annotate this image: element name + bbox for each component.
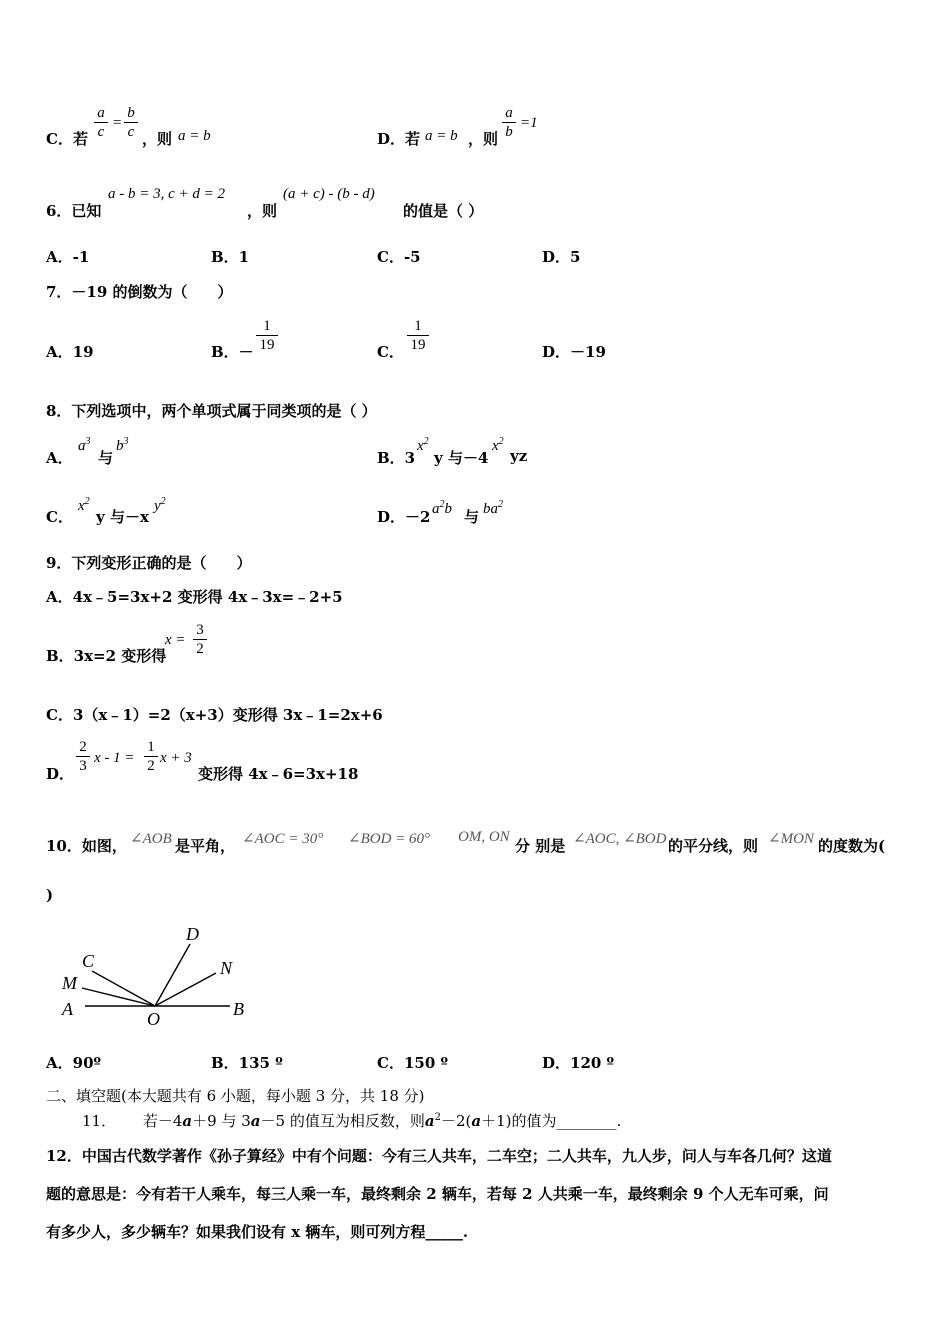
q11-text-4: －2( <box>440 1112 472 1130</box>
q12-line-3 <box>46 1221 468 1242</box>
q6-option-b[interactable]: B．1 <box>211 248 250 266</box>
q8-d-e2: 2 <box>498 499 503 510</box>
q9-d-d2: 2 <box>147 758 155 774</box>
q8-d-label: D．－2 <box>377 508 431 526</box>
q5-d-den: b <box>505 124 513 140</box>
q8-c-e1: 2 <box>84 496 90 507</box>
q7-option-d[interactable]: D．－19 <box>542 343 606 361</box>
q8-c-term1 <box>78 496 90 515</box>
q8-d-t2: ba <box>483 501 498 517</box>
q9-option-a[interactable]: A．4x﹣5=3x+2 变形得 4x﹣3x=﹣2+5 <box>46 588 343 606</box>
q8-b-t1: x <box>417 438 424 454</box>
q9-b-lhs: x = <box>165 632 186 648</box>
q8-d-t1: a <box>432 501 440 517</box>
q11-text-1: 若－4 <box>142 1112 183 1130</box>
q8-c-mid: y 与－x <box>96 508 149 526</box>
q7-b-den: 19 <box>259 337 275 353</box>
q8-c-t2: y <box>154 498 161 514</box>
q11-text-3: －5 的值互为相反数，则 <box>260 1112 425 1130</box>
q5-d-cond: a = b <box>425 128 458 144</box>
q9-d-tail-math: x + 3 <box>160 750 192 766</box>
q10-stem-1: 10．如图， <box>46 837 127 855</box>
q11-text-2: ＋9 与 3 <box>192 1112 251 1130</box>
q9-d-d1: 3 <box>79 758 87 774</box>
q10-angle-bod: ∠BOD = 60° <box>348 831 431 847</box>
q9-d-mid: x - 1 = <box>94 750 135 766</box>
q10-angle-aoc: ∠AOC = 30° <box>242 831 324 847</box>
q8-a-t1: a <box>78 438 86 454</box>
label-d: D <box>186 924 199 944</box>
q9-b-den: 2 <box>196 641 204 657</box>
q8-b-term1 <box>417 436 429 455</box>
q8-a-e2: 3 <box>123 436 129 447</box>
q12-answer-blank[interactable]: _____ <box>425 1223 463 1241</box>
q8-b-tail: yz <box>510 447 528 465</box>
q11-end: . <box>616 1112 622 1130</box>
q5-c-conclusion: a = b <box>178 128 211 144</box>
q5-d-num: a <box>505 105 513 121</box>
q8-b-e1: 2 <box>423 436 429 447</box>
q10-stem-5: 的度数为( <box>818 837 886 855</box>
q10-stem-4: 的平分线，则 <box>668 837 759 855</box>
q10-option-c[interactable]: C．150 º <box>377 1054 448 1072</box>
q6-option-d[interactable]: D．5 <box>542 248 581 266</box>
q5-c-then: ，则 <box>142 130 173 148</box>
q9-b-frac <box>193 621 207 658</box>
q5-c-eq: = <box>112 115 123 131</box>
q7-c-frac <box>407 317 429 354</box>
q8-a-e1: 3 <box>85 436 91 447</box>
q10-option-d[interactable]: D．120 º <box>542 1054 615 1072</box>
q6-stem-post: 的值是（ ） <box>403 202 484 220</box>
q10-angle-figure <box>50 918 260 1030</box>
q10-stem-3: 分 别是 <box>515 837 566 855</box>
q5-c-num2: b <box>127 105 135 121</box>
q8-b-t2: x <box>492 438 499 454</box>
q5-c-den2: c <box>127 124 135 140</box>
q8-c-label: C． <box>46 508 73 526</box>
q5-c-label: C．若 <box>46 130 88 148</box>
q8-d-term1 <box>432 499 452 518</box>
q8-a-t2: b <box>116 438 124 454</box>
q5-d-rhs: =1 <box>520 115 538 131</box>
label-o: O <box>147 1009 160 1029</box>
q7-c-label: C． <box>377 343 404 361</box>
q9-d-frac2 <box>144 738 158 775</box>
q6-stem-mid: ，则 <box>247 202 278 220</box>
q10-option-a[interactable]: A．90º <box>46 1054 102 1072</box>
label-n: N <box>220 958 233 978</box>
q10-option-b[interactable]: B．135 º <box>211 1054 283 1072</box>
q11-answer-blank[interactable]: ________ <box>556 1112 617 1130</box>
q9-d-frac1 <box>76 738 90 775</box>
q7-b-num: 1 <box>263 318 271 334</box>
q7-stem: 7．－19 的倒数为（ ） <box>46 283 233 301</box>
q9-option-c[interactable]: C．3（x﹣1）=2（x+3）变形得 3x﹣1=2x+6 <box>46 706 383 724</box>
label-a: A <box>62 999 73 1019</box>
q11-var-a1: a <box>182 1112 193 1130</box>
q5-c-frac1 <box>94 104 108 141</box>
q8-a-mid: 与 <box>98 449 114 467</box>
q11-var-a3: a <box>424 1112 435 1130</box>
q7-c-num: 1 <box>414 318 422 334</box>
q10-close-paren: ) <box>46 886 54 904</box>
q5-c-den1: c <box>97 124 105 140</box>
q10-angles-pair: ∠AOC, ∠BOD <box>573 831 667 847</box>
q11-square: 2 <box>434 1112 441 1123</box>
q6-condition: a - b = 3, c + d = 2 <box>108 186 226 202</box>
q8-a-term2 <box>116 436 129 455</box>
q7-c-den: 19 <box>410 337 426 353</box>
q5-c-num1: a <box>97 105 105 121</box>
ray-oc <box>92 971 155 1006</box>
q8-d-mid: 与 <box>464 508 480 526</box>
q11-num: 11． <box>82 1112 117 1130</box>
q9-d-tail: 变形得 4x﹣6=3x+18 <box>198 765 359 783</box>
q8-d-term2 <box>483 499 503 518</box>
q8-c-t1: x <box>78 498 85 514</box>
q7-option-a[interactable]: A．19 <box>46 343 94 361</box>
q6-expression: (a + c) - (b - d) <box>283 186 375 202</box>
q12-end: . <box>462 1223 469 1241</box>
q7-b-frac <box>256 317 278 354</box>
section-2-heading: 二、填空题(本大题共有 6 小题，每小题 3 分，共 18 分) <box>46 1087 425 1105</box>
q8-stem: 8．下列选项中，两个单项式属于同类项的是（ ） <box>46 402 377 420</box>
q12-line-3-text: 有多少人，多少辆车？如果我们设有 x 辆车，则可列方程 <box>46 1223 426 1241</box>
label-m: M <box>62 973 77 993</box>
q5-d-then: ，则 <box>468 130 499 148</box>
q5-d-frac <box>502 104 516 141</box>
q9-b-label: B．3x=2 变形得 <box>46 647 167 665</box>
q10-angle-aob: ∠AOB <box>130 831 172 847</box>
q8-a-label: A． <box>46 449 73 467</box>
label-b: B <box>233 999 244 1019</box>
q9-d-label: D． <box>46 765 75 783</box>
ray-om <box>82 988 155 1006</box>
q6-option-a[interactable]: A．-1 <box>46 248 90 266</box>
q12-line-1: 12．中国古代数学著作《孙子算经》中有个问题：今有三人共车，二车空；二人共车，九人步，问人与车各几何？这道 <box>46 1147 832 1165</box>
q10-stem-2: 是平角， <box>175 837 236 855</box>
q8-b-term2 <box>492 436 504 455</box>
q8-b-mid: y 与－4 <box>434 449 489 467</box>
q5-c-frac2 <box>124 104 138 141</box>
q6-option-c[interactable]: C．-5 <box>377 248 421 266</box>
q10-angle-mon: ∠MON <box>768 831 814 847</box>
q8-c-term2 <box>154 496 166 515</box>
q10-om-on: OM, ON <box>458 829 510 845</box>
q11-text-5: ＋1)的值为 <box>481 1112 557 1130</box>
q9-b-num: 3 <box>196 622 204 638</box>
q6-stem-pre: 6．已知 <box>46 202 102 220</box>
q8-b-label: B．3 <box>377 449 416 467</box>
q5-d-label: D．若 <box>377 130 421 148</box>
q9-d-n2: 1 <box>147 739 155 755</box>
q9-stem: 9．下列变形正确的是（ ） <box>46 554 252 572</box>
q9-d-n1: 2 <box>79 739 87 755</box>
q11-var-a4: a <box>471 1112 482 1130</box>
label-c: C <box>82 951 95 971</box>
q11-var-a2: a <box>250 1112 261 1130</box>
q8-d-e1: 2 <box>439 499 445 510</box>
question-11 <box>82 1110 621 1131</box>
q7-b-label: B．－ <box>211 343 254 361</box>
q8-c-e2: 2 <box>160 496 166 507</box>
q12-line-2: 题的意思是：今有若干人乘车，每三人乘一车，最终剩余 2 辆车，若每 2 人共乘一车，最终剩余 9 个人无车可乘，问 <box>46 1185 829 1203</box>
q8-a-term1 <box>78 436 91 455</box>
q8-d-t1b: b <box>444 501 452 517</box>
q8-b-e2: 2 <box>498 436 504 447</box>
